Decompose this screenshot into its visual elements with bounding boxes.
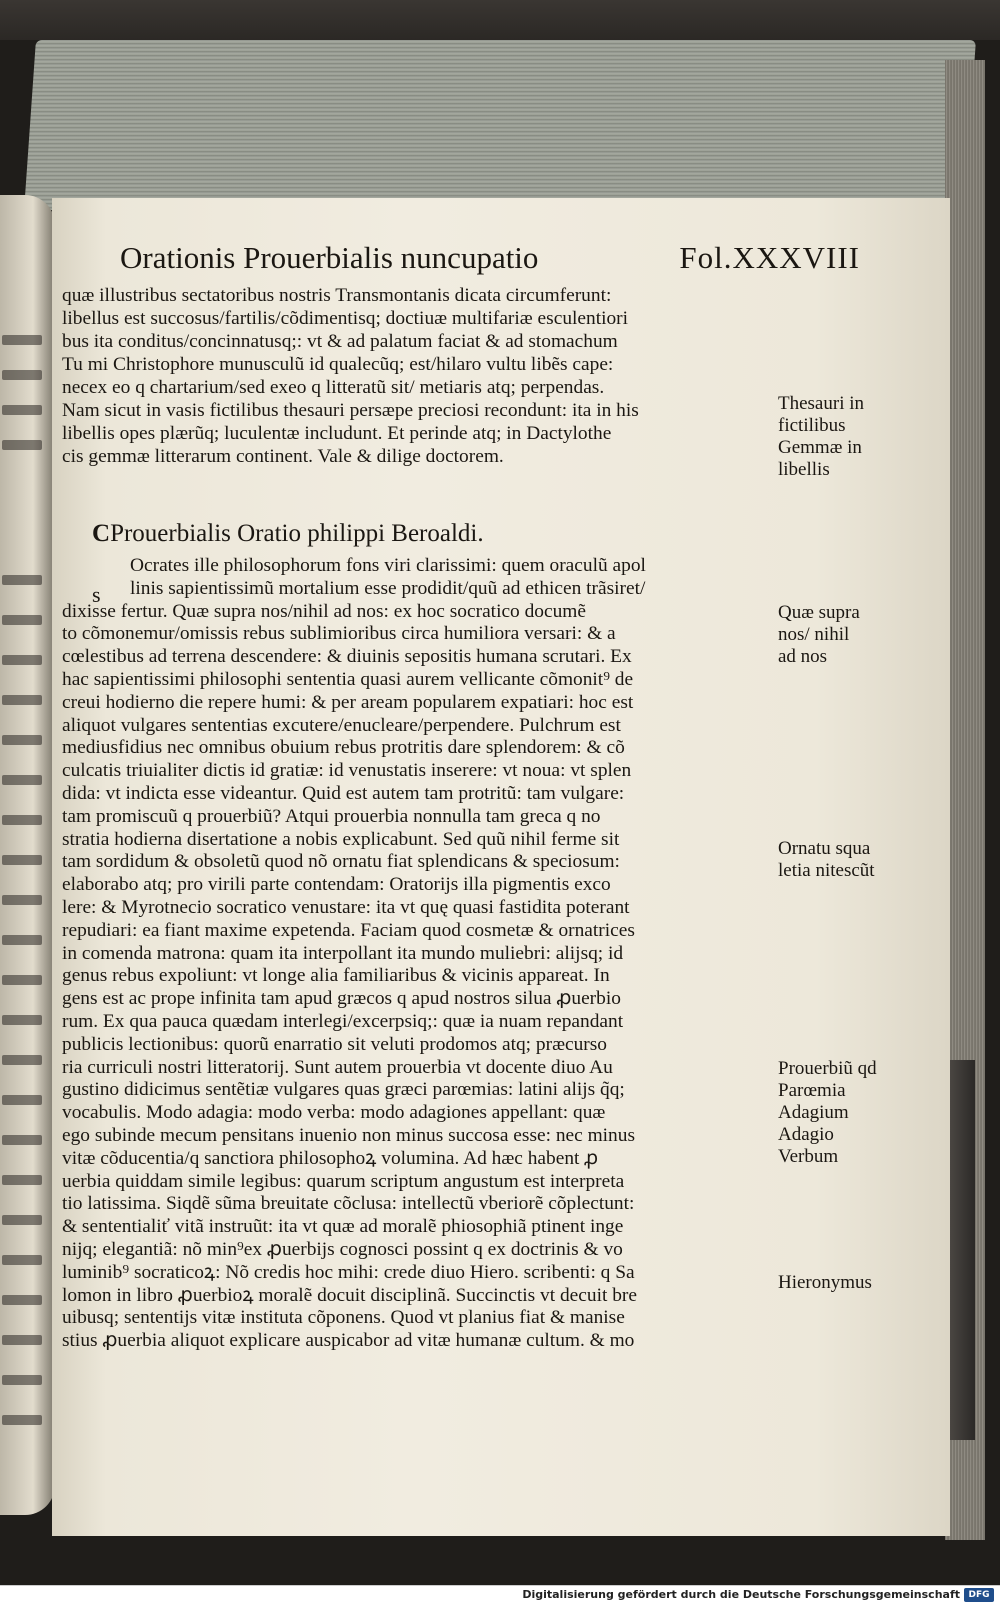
marginal-line: fictilibus bbox=[778, 415, 846, 436]
marginal-line: libellis bbox=[778, 459, 830, 480]
text-line: stius ꝓuerbia aliquot explicare auspicabor ad vitæ humanæ cultum. & mo bbox=[62, 1330, 635, 1352]
text-line: ego subinde mecum pensitans inuenio non minus succosa esse: nec minus bbox=[62, 1124, 635, 1146]
section-heading bbox=[92, 520, 484, 548]
text-line: mediusfidius nec omnibus obuium rebus protritis dare splendorem: & cõ bbox=[62, 737, 625, 759]
body-paragraph bbox=[62, 555, 646, 1353]
left-page-text bbox=[2, 735, 42, 745]
left-page-text bbox=[2, 1375, 42, 1385]
left-page-text bbox=[2, 1415, 42, 1425]
text-line: elaborabo atq; pro virili parte contendam: Oratorijs illa pigmentis exco bbox=[62, 874, 611, 896]
left-page-text bbox=[2, 335, 42, 345]
left-page-text bbox=[2, 1135, 42, 1145]
text-line: Ocrates ille philosophorum fons viri clarissimi: quem oraculũ apol bbox=[130, 555, 646, 576]
text-line: publicis lectionibus: quorũ enarratio sit veluti prodomos atq; præcurso bbox=[62, 1033, 608, 1055]
text-line: rum. Ex qua pauca quædam interlegi/excerpsiq;: quæ ia nuam repandant bbox=[62, 1010, 624, 1032]
text-line: lomon in libro ꝓuerbioꝝ moralẽ docuit disciplinã. Succinctis vt decuit bre bbox=[62, 1284, 637, 1306]
text-line: & sententialiť vitã instruũt: ita vt quæ ad moralẽ phiosophiã ptinent inge bbox=[62, 1216, 624, 1238]
text-line: libellus est succosus/fartilis/cõdimentisq; doctiuæ multifariæ esculentiori bbox=[62, 308, 629, 329]
text-line: gens est ac prope infinita tam apud græcos q apud nostros silua ꝓuerbio bbox=[62, 988, 621, 1010]
folio-number: Fol.XXXVIII bbox=[679, 240, 860, 275]
left-page-text bbox=[2, 440, 42, 450]
text-line: Nam sicut in vasis fictilibus thesauri persæpe preciosi recondunt: ita in his bbox=[62, 400, 639, 421]
text-line: cœlestibus ad terrena descendere: & diuinis sepositis humana scrutari. Ex bbox=[62, 646, 632, 668]
text-line: linis sapientissimũ mortalium esse prodidit/quũ ad ethicen trãsiret/ bbox=[130, 577, 646, 599]
text-line: lere: & Myrotnecio socratico venustare: ita vt quę quasi fastidita poterant bbox=[62, 896, 630, 918]
text-line: ria curriculi nostri litteratorij. Sunt autem prouerbia vt docente diuo Au bbox=[62, 1056, 613, 1078]
text-line: necex eo q chartarium/sed exeo q litteratũ sit/ metiaris atq; perpendas. bbox=[62, 377, 605, 398]
text-line: tam promiscuũ q prouerbiũ? Atqui prouerbia nonnulla tam greca q no bbox=[62, 805, 601, 827]
left-page-text bbox=[2, 815, 42, 825]
text-line: nijq; elegantiã: nõ min⁹ex ꝓuerbijs cognosci possint q ex doctrinis & vo bbox=[62, 1238, 623, 1260]
text-line: vitæ cõducentia/q sanctiora philosophoꝝ volumina. Ad hæc habent ꝓ bbox=[62, 1147, 599, 1169]
marginal-line: Adagio bbox=[778, 1124, 834, 1145]
heading-text: Prouerbialis Oratio philippi Beroaldi. bbox=[110, 520, 484, 547]
text-line: in comenda matrona: quam ita interpollant ita mundo muliebri: alijsq; id bbox=[62, 942, 624, 964]
marginal-note-prouerbium bbox=[778, 1058, 877, 1168]
left-page-text bbox=[2, 655, 42, 665]
marginal-line: Thesauri in bbox=[778, 393, 865, 414]
marginal-line: Hieronymus bbox=[778, 1272, 872, 1293]
text-line: cis gemmæ litterarum continent. Vale & dilige doctorem. bbox=[62, 446, 504, 467]
marginal-note-ornatu bbox=[778, 838, 875, 882]
left-page bbox=[0, 195, 55, 1515]
left-page-text bbox=[2, 1295, 42, 1305]
dfg-logo: DFG bbox=[964, 1588, 994, 1602]
marginal-line: ad nos bbox=[778, 646, 828, 667]
marginal-line: letia nitescũt bbox=[778, 860, 875, 881]
text-line: dida: vt indicta esse videantur. Quid est autem tam protritũ: tam vulgare: bbox=[62, 782, 625, 804]
left-page-text bbox=[2, 1095, 42, 1105]
text-line: repudiari: ea fiant maxime expetenda. Faciam quod cosmetæ & ornatrices bbox=[62, 919, 635, 941]
marginal-line: Quæ supra bbox=[778, 602, 860, 623]
text-line: luminib⁹ socraticoꝝ: Nõ credis hoc mihi: crede diuo Hiero. scribenti: q Sa bbox=[62, 1261, 635, 1283]
footer-bar bbox=[0, 1585, 1000, 1606]
left-page-text bbox=[2, 1335, 42, 1345]
funding-credit: Digitalisierung gefördert durch die Deutsche Forschungsgemeinschaft bbox=[522, 1588, 960, 1601]
left-page-text bbox=[2, 405, 42, 415]
text-line: Tu mi Christophore munusculũ id qualecũq; est/hilaro vultu libẽs cape: bbox=[62, 354, 614, 375]
text-line: creui hodierno die repere humi: & per aream popularem expatiari: hoc est bbox=[62, 691, 634, 713]
marginal-line: Parœmia bbox=[778, 1080, 846, 1101]
initial-letter-guide: s bbox=[92, 582, 101, 607]
left-page-text bbox=[2, 775, 42, 785]
left-page-text bbox=[2, 695, 42, 705]
text-line: tam sordidum & obsoletũ quod nõ ornatu fiat splendicans & speciosum: bbox=[62, 851, 620, 873]
text-line: bus ita conditus/concinnatusq;: vt & ad palatum faciat & ad stomachum bbox=[62, 331, 618, 352]
text-line: uerbia quiddam simile legibus: quarum scriptum angustum est interpreta bbox=[62, 1170, 625, 1192]
text-line: to cõmonemur/omissis rebus sublimioribus circa humiliora versari: & a bbox=[62, 623, 616, 645]
left-page-text bbox=[2, 1055, 42, 1065]
preface-paragraph bbox=[62, 284, 639, 468]
left-page-text bbox=[2, 855, 42, 865]
text-line: culcatis triuialiter dictis id gratiæ: id venustatis inserere: vt noua: vt splen bbox=[62, 760, 632, 782]
text-line: tio latissima. Siqdẽ sũma breuitate cõclusa: intellectũ vberiorẽ cõplectunt: bbox=[62, 1193, 635, 1215]
marginal-note-thesauri bbox=[778, 393, 864, 481]
left-page-text bbox=[2, 370, 42, 380]
text-line: genus rebus expoliunt: vt longe alia familiaribus & vicinis appareat. In bbox=[62, 965, 610, 987]
marginal-line: Ornatu squa bbox=[778, 838, 871, 859]
marginal-line: Verbum bbox=[778, 1146, 839, 1167]
marginal-line: Prouerbiũ qd bbox=[778, 1058, 877, 1079]
running-head bbox=[120, 240, 860, 284]
left-page-text bbox=[2, 895, 42, 905]
marginal-line: Gemmæ in bbox=[778, 437, 862, 458]
text-line: vocabulis. Modo adagia: modo verba: modo adagiones appellant: quæ bbox=[62, 1102, 606, 1124]
text-line: hac sapientissimi philosophi sententia quasi aurem vellicante cõmonit⁹ de bbox=[62, 668, 634, 690]
page-edges-top bbox=[24, 40, 976, 210]
left-page-text bbox=[2, 1175, 42, 1185]
marginal-line: Adagium bbox=[778, 1102, 849, 1123]
left-page-text bbox=[2, 575, 42, 585]
text-line: libellis opes plærũq; luculentæ includunt. Et perinde atq; in Dactylothe bbox=[62, 423, 612, 444]
left-page-text bbox=[2, 975, 42, 985]
left-page-text bbox=[2, 1215, 42, 1225]
book-cover bbox=[0, 0, 1000, 40]
left-page-text bbox=[2, 615, 42, 625]
text-line: gustino didicimus sentẽtiæ vulgares quas græci parœmias: latini alijs q̃q; bbox=[62, 1079, 625, 1101]
left-page-text bbox=[2, 1255, 42, 1265]
text-line: aliquot vulgares sententias excutere/enucleare/perpendere. Pulchrum est bbox=[62, 714, 621, 736]
text-line: quæ illustribus sectatoribus nostris Transmontanis dicata circumferunt: bbox=[62, 285, 612, 306]
left-page-text bbox=[2, 935, 42, 945]
text-line: stratia hodierna disertatione a nobis explicabunt. Sed quũ nihil ferme sit bbox=[62, 828, 620, 850]
marginal-note-quae-supra bbox=[778, 602, 860, 668]
running-head-title: Orationis Prouerbialis nuncupatio bbox=[120, 240, 539, 275]
text-line: uibusq; sententijs vitæ instituta cõponens. Quod vt planius fiat & manise bbox=[62, 1307, 625, 1329]
marginal-line: nos/ nihil bbox=[778, 624, 850, 645]
text-line: dixisse fertur. Quæ supra nos/nihil ad nos: ex hoc socratico documẽ bbox=[62, 600, 586, 622]
pilcrow-mark: C bbox=[92, 520, 111, 547]
marginal-note-hieronymus bbox=[778, 1272, 872, 1294]
left-page-text bbox=[2, 1015, 42, 1025]
